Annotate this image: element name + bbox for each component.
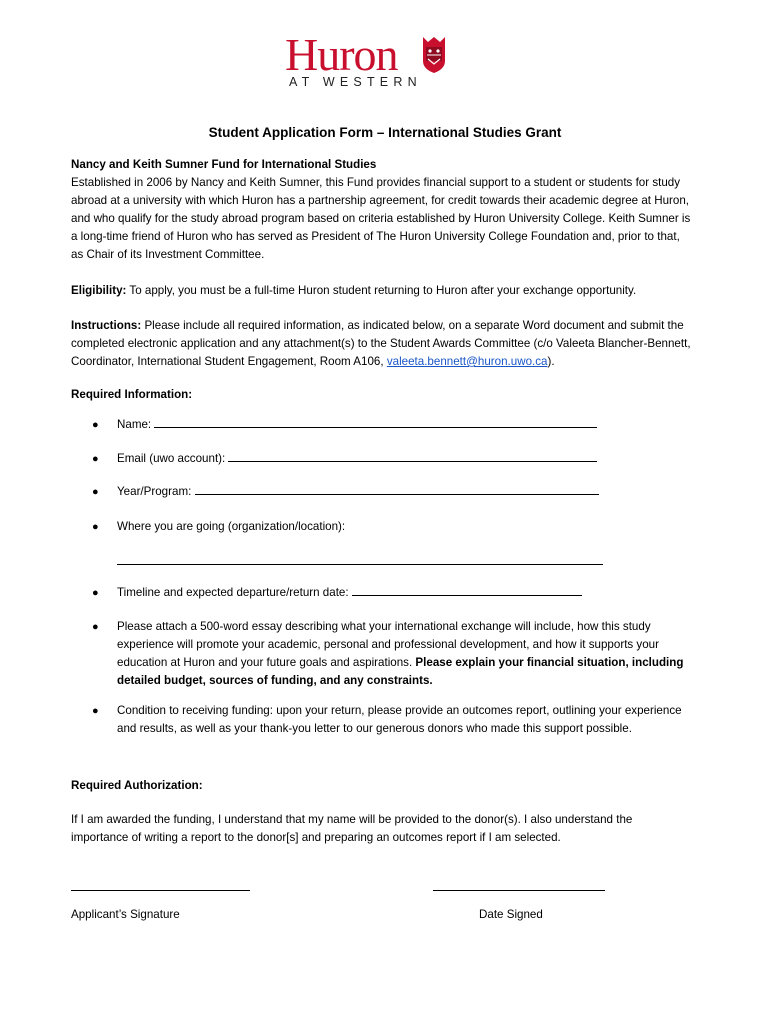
eligibility-label: Eligibility: xyxy=(71,284,127,297)
essay-bold-text: Please explain your financial situation, including detailed budget, sources of funding, and any constraints. xyxy=(117,656,684,687)
huron-logo xyxy=(285,29,467,91)
name-label: Name: xyxy=(117,418,155,431)
bullet-icon: ● xyxy=(92,521,99,533)
instructions-paragraph xyxy=(71,317,697,371)
instructions-end: ). xyxy=(547,355,555,368)
fund-description: Established in 2006 by Nancy and Keith Sumner, this Fund provides financial support to a student or students for study abroad at a university with which Huron has a partnership agreement, for credit towards their academic degree at Huron, and who qualify for the study abroad program based on criteria established by Huron University College. Keith Sumner is a long-time friend of Huron who has served as President of The Huron University College Foundation and, prior to that, as Chair of its Investment Committee. xyxy=(71,176,691,261)
year-program-line[interactable] xyxy=(195,483,599,495)
bullet-icon: ● xyxy=(92,705,99,717)
authorization-heading: Required Authorization: xyxy=(71,779,203,792)
date-signed-label: Date Signed xyxy=(479,908,543,921)
crest-icon xyxy=(419,35,449,75)
authorization-text: If I am awarded the funding, I understand that my name will be provided to the donor(s). I also understand the importance of writing a report to the donor[s] and preparing an outcomes report if I am selected. xyxy=(71,813,633,844)
where-label: Where you are going (organization/location): xyxy=(117,520,346,533)
name-line[interactable] xyxy=(154,416,597,428)
bullet-icon: ● xyxy=(92,419,99,431)
where-line[interactable] xyxy=(117,564,603,565)
logo-wordmark: Huron xyxy=(285,29,398,80)
logo-subtitle: AT WESTERN xyxy=(289,75,422,89)
email-label: Email (uwo account): xyxy=(117,452,229,465)
eligibility-text: To apply, you must be a full-time Huron student returning to Huron after your exchange opportunity. xyxy=(126,284,637,297)
name-field-row xyxy=(117,416,697,434)
year-program-label: Year/Program: xyxy=(117,485,195,498)
applicant-signature-line[interactable] xyxy=(71,890,250,891)
eligibility-paragraph xyxy=(71,282,696,300)
email-field-row xyxy=(117,450,697,468)
email-line[interactable] xyxy=(228,450,597,462)
bullet-icon: ● xyxy=(92,587,99,599)
condition-paragraph: Condition to receiving funding: upon your return, please provide an outcomes report, outlining your experience and results, as well as your thank-you letter to our generous donors who made this support possible. xyxy=(117,704,682,735)
page-title: Student Application Form – International Studies Grant xyxy=(208,125,562,140)
instructions-label: Instructions: xyxy=(71,319,142,332)
email-link[interactable]: valeeta.bennett@huron.uwo.ca xyxy=(386,355,548,368)
date-signed-line[interactable] xyxy=(433,890,605,891)
year-field-row xyxy=(117,483,697,501)
essay-text: Please attach a 500-word essay describing what your international exchange will include, how this study experience will promote your academic, personal and professional development, and how it supports your education at Huron and your future goals and aspirations. xyxy=(117,620,659,669)
fund-heading: Nancy and Keith Sumner Fund for International Studies xyxy=(71,158,377,171)
timeline-field-row xyxy=(117,584,697,602)
bullet-icon: ● xyxy=(92,486,99,498)
bullet-icon: ● xyxy=(92,621,99,633)
bullet-icon: ● xyxy=(92,453,99,465)
timeline-line[interactable] xyxy=(352,584,582,596)
essay-paragraph xyxy=(117,618,697,690)
applicant-signature-label: Applicant’s Signature xyxy=(71,908,180,921)
instructions-text: Please include all required information, as indicated below, on a separate Word document and submit the completed electronic application and any attachment(s) to the Student Awards Committee (c/o Valeeta Blancher-Bennett, Coordinator, International Student Engagement, Room A106, xyxy=(71,319,691,368)
timeline-label: Timeline and expected departure/return date: xyxy=(117,586,352,599)
required-info-heading: Required Information: xyxy=(71,388,193,401)
